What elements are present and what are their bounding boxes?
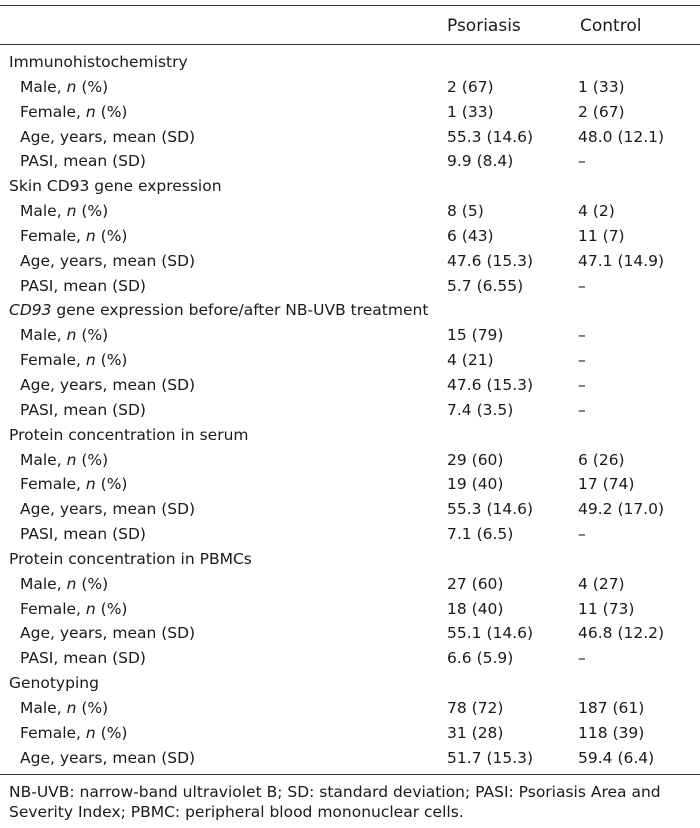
control-value: 49.2 (17.0) <box>578 500 665 519</box>
psoriasis-value: 2 (67) <box>447 77 494 96</box>
control-value: – <box>578 276 586 295</box>
table-row <box>0 100 700 125</box>
control-value: 2 (67) <box>578 102 625 121</box>
table-body <box>0 50 700 770</box>
table-row <box>0 448 700 473</box>
control-value: 46.8 (12.2) <box>578 624 665 643</box>
control-value: 6 (26) <box>578 450 625 469</box>
table-row <box>0 472 700 497</box>
psoriasis-value: 47.6 (15.3) <box>447 251 534 270</box>
row-label: Male, n (%) <box>20 202 109 221</box>
row-label: Male, n (%) <box>20 450 109 469</box>
control-value: 17 (74) <box>578 475 635 494</box>
control-value: 118 (39) <box>578 723 645 742</box>
psoriasis-value: 55.1 (14.6) <box>447 624 534 643</box>
table-row <box>0 75 700 100</box>
top-rule <box>0 5 700 6</box>
control-value: 187 (61) <box>578 698 645 717</box>
row-label: Female, n (%) <box>20 599 128 618</box>
psoriasis-value: 9.9 (8.4) <box>447 152 514 171</box>
control-value: – <box>578 152 586 171</box>
control-value: – <box>578 649 586 668</box>
table-row <box>0 398 700 423</box>
control-value: 47.1 (14.9) <box>578 251 665 270</box>
psoriasis-value: 1 (33) <box>447 102 494 121</box>
row-label: Male, n (%) <box>20 77 109 96</box>
table-row <box>0 646 700 671</box>
row-label: Male, n (%) <box>20 326 109 345</box>
control-value: – <box>578 326 586 345</box>
psoriasis-value: 31 (28) <box>447 723 504 742</box>
section-label: Skin CD93 gene expression <box>9 177 222 196</box>
row-label: Age, years, mean (SD) <box>20 375 196 394</box>
section-label: Immunohistochemistry <box>9 53 188 71</box>
psoriasis-value: 78 (72) <box>447 698 504 717</box>
psoriasis-value: 55.3 (14.6) <box>447 500 534 519</box>
control-value: – <box>578 375 586 394</box>
row-label: PASI, mean (SD) <box>20 152 146 171</box>
row-label: PASI, mean (SD) <box>20 276 146 295</box>
psoriasis-value: 5.7 (6.55) <box>447 276 524 295</box>
table-row <box>0 572 700 597</box>
footnote: NB-UVB: narrow-band ultraviolet B; SD: standard deviation; PASI: Psoriasis Area and Severity Index; PBMC: peripheral blood mononuclear cells. <box>9 783 661 821</box>
section-label: Protein concentration in PBMCs <box>9 549 252 568</box>
table-row <box>0 746 700 771</box>
row-label: PASI, mean (SD) <box>20 400 146 419</box>
row-label: Age, years, mean (SD) <box>20 251 196 270</box>
control-value: 48.0 (12.1) <box>578 127 665 146</box>
psoriasis-value: 7.4 (3.5) <box>447 400 514 419</box>
control-value: – <box>578 525 586 544</box>
table-row <box>0 373 700 398</box>
row-label: PASI, mean (SD) <box>20 525 146 544</box>
section-row <box>0 671 700 696</box>
control-value: 11 (73) <box>578 599 635 618</box>
psoriasis-value: 15 (79) <box>447 326 504 345</box>
table-row <box>0 224 700 249</box>
control-value: – <box>578 400 586 419</box>
control-value: 4 (2) <box>578 202 615 221</box>
table-row <box>0 199 700 224</box>
table-row <box>0 522 700 547</box>
psoriasis-value: 6 (43) <box>447 226 494 245</box>
psoriasis-value: 18 (40) <box>447 599 504 618</box>
table-row <box>0 696 700 721</box>
table-row <box>0 125 700 150</box>
section-label: CD93 gene expression before/after NB-UVB treatment <box>9 301 429 320</box>
control-value: 4 (27) <box>578 574 625 593</box>
bottom-rule <box>0 774 700 775</box>
table-row <box>0 597 700 622</box>
psoriasis-value: 6.6 (5.9) <box>447 649 514 668</box>
control-value: 1 (33) <box>578 77 625 96</box>
table-row <box>0 721 700 746</box>
row-label: Female, n (%) <box>20 723 128 742</box>
row-label: Age, years, mean (SD) <box>20 127 196 146</box>
row-label: PASI, mean (SD) <box>20 649 146 668</box>
header-psoriasis: Psoriasis <box>447 16 521 36</box>
table-row <box>0 497 700 522</box>
section-row <box>0 298 700 323</box>
control-value: 59.4 (6.4) <box>578 748 655 767</box>
section-row <box>0 423 700 448</box>
section-label: Genotyping <box>9 674 99 693</box>
psoriasis-value: 8 (5) <box>447 202 484 221</box>
row-label: Male, n (%) <box>20 574 109 593</box>
section-label: Protein concentration in serum <box>9 425 249 444</box>
row-label: Female, n (%) <box>20 351 128 370</box>
psoriasis-value: 29 (60) <box>447 450 504 469</box>
section-row <box>0 50 700 75</box>
section-row <box>0 174 700 199</box>
psoriasis-value: 19 (40) <box>447 475 504 494</box>
table-row <box>0 274 700 299</box>
table-row <box>0 249 700 274</box>
section-row <box>0 547 700 572</box>
psoriasis-value: 51.7 (15.3) <box>447 748 534 767</box>
table-row <box>0 348 700 373</box>
table-row <box>0 149 700 174</box>
psoriasis-value: 4 (21) <box>447 351 494 370</box>
row-label: Male, n (%) <box>20 698 109 717</box>
psoriasis-value: 55.3 (14.6) <box>447 127 534 146</box>
row-label: Age, years, mean (SD) <box>20 500 196 519</box>
row-label: Age, years, mean (SD) <box>20 624 196 643</box>
header-control: Control <box>580 16 642 36</box>
psoriasis-value: 7.1 (6.5) <box>447 525 514 544</box>
psoriasis-value: 27 (60) <box>447 574 504 593</box>
row-label: Female, n (%) <box>20 226 128 245</box>
row-label: Age, years, mean (SD) <box>20 748 196 767</box>
control-value: – <box>578 351 586 370</box>
row-label: Female, n (%) <box>20 102 128 121</box>
psoriasis-value: 47.6 (15.3) <box>447 375 534 394</box>
control-value: 11 (7) <box>578 226 625 245</box>
header-rule <box>0 44 700 45</box>
table-row <box>0 323 700 348</box>
table-row <box>0 621 700 646</box>
row-label: Female, n (%) <box>20 475 128 494</box>
